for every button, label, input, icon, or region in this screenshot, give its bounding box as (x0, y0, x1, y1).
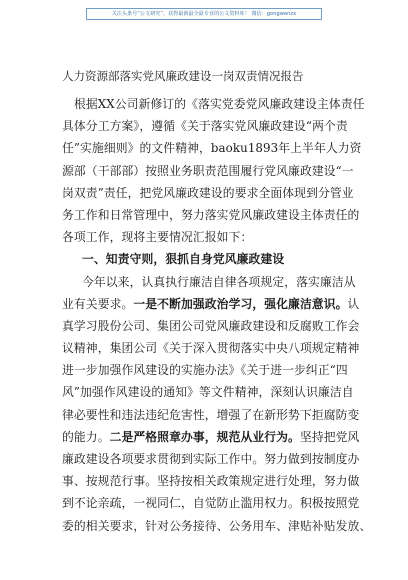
body-text: 坚持把党风 (299, 429, 360, 444)
paragraph-line (62, 93, 365, 115)
paragraph-line (62, 182, 354, 204)
body-text: 认 (347, 296, 360, 311)
paragraph-line (62, 448, 360, 470)
document-body (62, 93, 372, 537)
body-text: 律必要性和违法违纪危害性，增强了在新形势下拒腐防变 (62, 407, 360, 422)
paragraph-line (62, 137, 362, 159)
bold-text: 一是不断加强政治学习，强化廉洁意识。 (133, 296, 348, 311)
body-text: 风”加强作风建设的通知》等文件精神，深刻认识廉洁自 (62, 385, 354, 400)
body-text: 业有关要求。 (62, 296, 134, 311)
body-text: 根据XX公司新修订的《落实党委党风廉政建设主体责任 (74, 97, 365, 111)
bold-text: 一、知责守则，狠抓自身党风廉政建设 (82, 252, 285, 267)
body-text: 岗双责”责任，把党风廉政建设的要求全面体现到分管业 (62, 185, 354, 200)
body-text: 今年以来，认真执行廉洁自律各项规定，落实廉洁从 (82, 274, 356, 289)
body-text: 到不论亲疏，一视同仁，自觉防止滥用权力。积极按照党 (62, 496, 360, 511)
header-banner: 关注头条号“公文研究”，获得最新最全最专业的公文资料库！ 微信：gongwenzx (86, 8, 322, 20)
body-text: 真学习股份公司、集团公司党风廉政建设和反腐败工作会 (62, 318, 360, 333)
paragraph-line (62, 337, 360, 359)
bold-text: 二是严格照章办事，规范从业行为。 (109, 429, 300, 444)
body-text: 的能力。 (62, 429, 110, 444)
paragraph-line (62, 115, 354, 137)
paragraph-line (62, 204, 360, 226)
paragraph-line (62, 293, 360, 315)
paragraph-line (62, 492, 360, 514)
body-text: 委的相关要求，针对公务接待、公务用车、津贴补贴发放、 (62, 518, 372, 533)
body-text: 任”实施细则》的文件精神，baoku1893年上半年人力资 (62, 141, 362, 156)
body-text: 各项工作，现将主要情况汇报如下： (62, 230, 253, 245)
paragraph-line (62, 160, 354, 182)
body-text: 议精神，集团公司《关于深入贯彻落实中央八项规定精神 (62, 341, 360, 356)
paragraph-line (62, 271, 354, 293)
body-text: 廉政建设各项要求贯彻到实际工作中。努力做到按制度办 (62, 452, 360, 466)
paragraph-line (62, 470, 360, 492)
paragraph-line (62, 381, 354, 403)
body-text: 源部（干部部）按照业务职责范围履行党风廉政建设“一 (62, 163, 354, 178)
paragraph-line (62, 248, 354, 270)
body-text: 具体分工方案》，遵循《关于落实党风廉政建设“两个责 (62, 119, 348, 134)
paragraph-line (62, 515, 372, 537)
paragraph-line (62, 426, 360, 448)
paragraph-line (62, 315, 360, 337)
paragraph-line (62, 359, 354, 381)
paragraph-line (62, 404, 360, 426)
body-text: 进一步加强作风建设的实施办法》《关于进一步纠正“四 (62, 363, 348, 378)
document-title: 人力资源部落实党风廉政建设一岗双责情况报告 (62, 69, 304, 83)
paragraph-line (62, 226, 354, 248)
body-text: 务工作和日常管理中，努力落实党风廉政建设主体责任的 (62, 207, 360, 222)
body-text: 事、按规范行事。坚持按相关政策规定进行处理，努力做 (62, 474, 360, 489)
